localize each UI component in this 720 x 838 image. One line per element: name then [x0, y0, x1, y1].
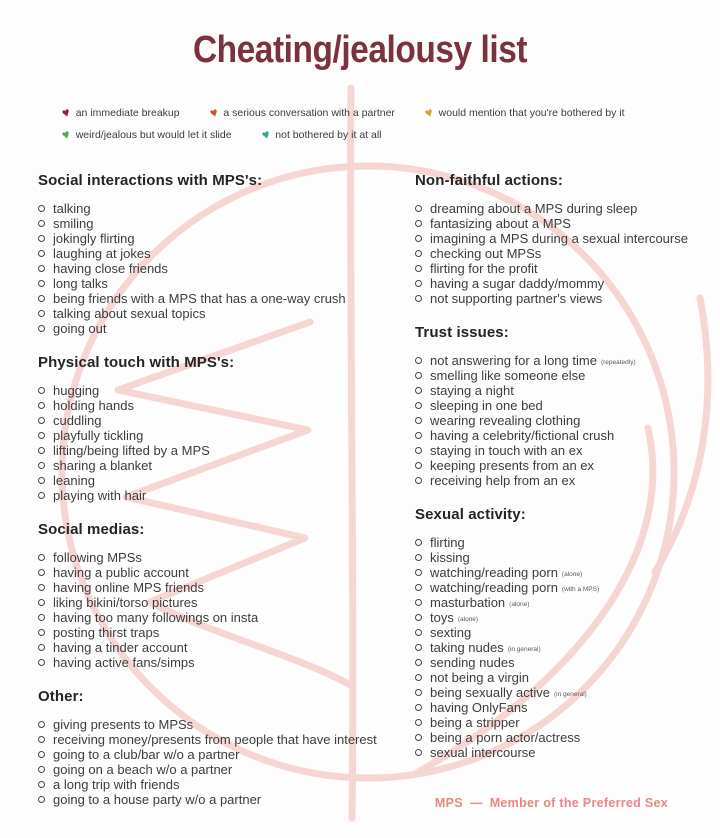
item-text: receiving money/presents from people that have interest	[53, 732, 377, 747]
circle-bullet-icon	[38, 250, 45, 257]
item-text: sleeping in one bed	[430, 398, 543, 413]
item-text: taking nudes	[430, 640, 504, 655]
list-item	[38, 732, 403, 747]
circle-bullet-icon	[415, 689, 422, 696]
list-item	[415, 580, 715, 595]
list-item	[38, 488, 403, 503]
circle-bullet-icon	[415, 372, 422, 379]
circle-bullet-icon	[415, 704, 422, 711]
list-item	[415, 670, 715, 685]
item-text: toys	[430, 610, 454, 625]
legend-item	[259, 126, 382, 143]
list-item	[38, 276, 403, 291]
list-item	[415, 565, 715, 580]
list-item	[38, 428, 403, 443]
footer-note	[435, 796, 668, 810]
legend-label: weird/jealous but would let it slide	[75, 128, 232, 141]
list-item	[415, 231, 715, 246]
section-heading: Trust issues:	[415, 324, 509, 341]
left-column	[38, 172, 403, 825]
item-text: staying a night	[430, 383, 514, 398]
item-text: being sexually active	[430, 685, 550, 700]
footer-meaning: Member of the Preferred Sex	[489, 796, 668, 810]
circle-bullet-icon	[38, 265, 45, 272]
item-text: being a stripper	[430, 715, 520, 730]
section-heading: Physical touch with MPS's:	[38, 354, 235, 371]
list-item	[415, 261, 715, 276]
item-text: having a tinder account	[53, 640, 188, 655]
circle-bullet-icon	[415, 417, 422, 424]
circle-bullet-icon	[38, 417, 45, 424]
legend-label: not bothered by it at all	[275, 128, 382, 141]
item-text: going on a beach w/o a partner	[53, 762, 233, 777]
circle-bullet-icon	[38, 736, 45, 743]
list-item	[415, 535, 715, 550]
circle-bullet-icon	[415, 295, 422, 302]
circle-bullet-icon	[38, 614, 45, 621]
item-text: posting thirst traps	[53, 625, 160, 640]
circle-bullet-icon	[415, 569, 422, 576]
heart-icon: ♥	[207, 104, 220, 121]
circle-bullet-icon	[38, 766, 45, 773]
item-text: dreaming about a MPS during sleep	[430, 201, 638, 216]
footer-abbr: MPS	[434, 796, 463, 810]
item-text: going to a house party w/o a partner	[53, 792, 262, 807]
item-text: flirting for the profit	[430, 261, 538, 276]
circle-bullet-icon	[38, 569, 45, 576]
list-item	[415, 730, 715, 745]
item-text: following MPSs	[53, 550, 142, 565]
list-item	[38, 398, 403, 413]
item-text: leaning	[53, 473, 95, 488]
section	[38, 354, 403, 503]
list-item	[415, 276, 715, 291]
list-item	[38, 610, 403, 625]
circle-bullet-icon	[415, 719, 422, 726]
item-text: lifting/being lifted by a MPS	[53, 443, 210, 458]
list-item	[38, 383, 403, 398]
item-note: (with a MPS)	[561, 586, 600, 593]
list-item	[415, 640, 715, 655]
item-note: (in general)	[507, 646, 541, 653]
list-item	[38, 443, 403, 458]
item-note: (alone)	[457, 616, 479, 623]
item-text: being friends with a MPS that has a one-way crush	[53, 291, 346, 306]
section-heading: Sexual activity:	[415, 506, 526, 523]
list-item	[38, 216, 403, 231]
item-text: smiling	[53, 216, 94, 231]
circle-bullet-icon	[38, 432, 45, 439]
circle-bullet-icon	[38, 644, 45, 651]
list-item	[38, 792, 403, 807]
heart-icon: ♥	[59, 104, 72, 121]
item-list	[415, 201, 715, 306]
item-list	[415, 535, 715, 760]
list-item	[38, 458, 403, 473]
item-text: watching/reading porn	[430, 565, 558, 580]
item-list	[38, 201, 403, 336]
item-text: laughing at jokes	[53, 246, 151, 261]
circle-bullet-icon	[38, 310, 45, 317]
list-item	[415, 216, 715, 231]
item-text: hugging	[53, 383, 100, 398]
item-text: having active fans/simps	[53, 655, 195, 670]
section-heading: Social interactions with MPS's:	[38, 172, 263, 189]
item-text: kissing	[430, 550, 470, 565]
item-text: talking	[53, 201, 91, 216]
section	[38, 172, 403, 336]
item-text: going to a club/bar w/o a partner	[53, 747, 240, 762]
list-item	[415, 745, 715, 760]
item-text: flirting	[430, 535, 465, 550]
section	[415, 324, 715, 488]
circle-bullet-icon	[38, 235, 45, 242]
circle-bullet-icon	[415, 477, 422, 484]
item-list	[38, 717, 403, 807]
item-text: fantasizing about a MPS	[430, 216, 571, 231]
circle-bullet-icon	[38, 205, 45, 212]
legend	[59, 104, 655, 150]
circle-bullet-icon	[415, 554, 422, 561]
circle-bullet-icon	[38, 280, 45, 287]
item-text: talking about sexual topics	[53, 306, 206, 321]
item-text: having a celebrity/fictional crush	[430, 428, 615, 443]
section-heading: Other:	[38, 688, 84, 705]
item-text: jokingly flirting	[53, 231, 135, 246]
circle-bullet-icon	[38, 629, 45, 636]
list-item	[415, 428, 715, 443]
circle-bullet-icon	[38, 325, 45, 332]
item-text: receiving help from an ex	[430, 473, 576, 488]
circle-bullet-icon	[38, 796, 45, 803]
list-item	[38, 717, 403, 732]
list-item	[415, 368, 715, 383]
list-item	[38, 246, 403, 261]
circle-bullet-icon	[38, 599, 45, 606]
circle-bullet-icon	[415, 402, 422, 409]
item-text: cuddling	[53, 413, 102, 428]
item-list	[415, 353, 715, 488]
list-item	[38, 595, 403, 610]
page-title: Cheating/jealousy list	[192, 29, 528, 71]
item-text: checking out MPSs	[430, 246, 542, 261]
circle-bullet-icon	[38, 295, 45, 302]
legend-item	[422, 104, 625, 121]
circle-bullet-icon	[415, 235, 422, 242]
list-item	[415, 655, 715, 670]
item-note: (in general)	[553, 691, 587, 698]
circle-bullet-icon	[415, 387, 422, 394]
item-note: (alone)	[509, 601, 530, 608]
item-text: sending nudes	[430, 655, 515, 670]
list-item	[415, 353, 715, 368]
item-text: keeping presents from an ex	[430, 458, 595, 473]
circle-bullet-icon	[415, 462, 422, 469]
list-item	[38, 261, 403, 276]
list-item	[38, 231, 403, 246]
item-text: liking bikini/torso pictures	[53, 595, 198, 610]
legend-item	[59, 104, 180, 121]
legend-item	[207, 104, 395, 121]
list-item	[38, 580, 403, 595]
legend-item	[59, 126, 232, 143]
circle-bullet-icon	[38, 584, 45, 591]
circle-bullet-icon	[38, 447, 45, 454]
list-item	[415, 595, 715, 610]
item-text: playfully tickling	[53, 428, 144, 443]
list-item	[38, 565, 403, 580]
circle-bullet-icon	[415, 447, 422, 454]
circle-bullet-icon	[38, 462, 45, 469]
item-text: having OnlyFans	[430, 700, 528, 715]
list-item	[38, 291, 403, 306]
section-heading: Non-faithful actions:	[415, 172, 563, 189]
item-text: having close friends	[53, 261, 168, 276]
list-item	[415, 383, 715, 398]
list-item	[38, 640, 403, 655]
circle-bullet-icon	[415, 674, 422, 681]
circle-bullet-icon	[415, 265, 422, 272]
circle-bullet-icon	[415, 584, 422, 591]
circle-bullet-icon	[415, 659, 422, 666]
list-item	[415, 458, 715, 473]
section	[415, 172, 715, 306]
circle-bullet-icon	[415, 357, 422, 364]
circle-bullet-icon	[415, 734, 422, 741]
item-text: sexting	[430, 625, 472, 640]
item-text: long talks	[53, 276, 108, 291]
circle-bullet-icon	[38, 721, 45, 728]
list-item	[415, 610, 715, 625]
item-text: imagining a MPS during a sexual intercourse	[430, 231, 688, 246]
list-item	[415, 700, 715, 715]
item-text: watching/reading porn	[430, 580, 558, 595]
circle-bullet-icon	[415, 629, 422, 636]
item-note: (alone)	[561, 571, 583, 578]
circle-bullet-icon	[415, 644, 422, 651]
item-text: having a public account	[53, 565, 189, 580]
list-item	[38, 777, 403, 792]
circle-bullet-icon	[415, 220, 422, 227]
list-item	[38, 762, 403, 777]
list-item	[38, 473, 403, 488]
list-item	[38, 306, 403, 321]
item-text: sharing a blanket	[53, 458, 153, 473]
list-item	[415, 625, 715, 640]
list-item	[415, 550, 715, 565]
circle-bullet-icon	[38, 659, 45, 666]
section	[415, 506, 715, 760]
right-column	[415, 172, 715, 778]
item-text: playing with hair	[53, 488, 147, 503]
list-item	[415, 443, 715, 458]
item-text: not being a virgin	[430, 670, 530, 685]
circle-bullet-icon	[415, 280, 422, 287]
circle-bullet-icon	[38, 781, 45, 788]
heart-icon: ♥	[422, 104, 435, 121]
item-text: being a porn actor/actress	[430, 730, 581, 745]
list-item	[38, 550, 403, 565]
circle-bullet-icon	[415, 614, 422, 621]
circle-bullet-icon	[38, 554, 45, 561]
list-item	[38, 321, 403, 336]
list-item	[38, 625, 403, 640]
circle-bullet-icon	[415, 432, 422, 439]
list-item	[38, 413, 403, 428]
list-item	[38, 201, 403, 216]
item-note: (repeatedly)	[600, 359, 636, 366]
legend-row	[59, 126, 655, 143]
list-item	[415, 685, 715, 700]
circle-bullet-icon	[415, 250, 422, 257]
item-text: a long trip with friends	[53, 777, 180, 792]
item-text: giving presents to MPSs	[53, 717, 194, 732]
item-text: masturbation	[430, 595, 506, 610]
item-list	[38, 550, 403, 670]
legend-label: would mention that you're bothered by it	[438, 106, 625, 119]
circle-bullet-icon	[415, 539, 422, 546]
list-item	[415, 715, 715, 730]
circle-bullet-icon	[38, 402, 45, 409]
legend-row	[59, 104, 655, 121]
circle-bullet-icon	[38, 477, 45, 484]
heart-icon: ♥	[259, 126, 272, 143]
list-item	[38, 747, 403, 762]
list-item	[415, 413, 715, 428]
item-list	[38, 383, 403, 503]
item-text: having a sugar daddy/mommy	[430, 276, 605, 291]
section-heading: Social medias:	[38, 521, 145, 538]
list-item	[415, 473, 715, 488]
list-item	[415, 246, 715, 261]
circle-bullet-icon	[415, 599, 422, 606]
item-text: not answering for a long time	[430, 353, 597, 368]
item-text: having online MPS friends	[53, 580, 205, 595]
circle-bullet-icon	[38, 492, 45, 499]
circle-bullet-icon	[415, 205, 422, 212]
heart-icon: ♥	[59, 126, 72, 143]
item-text: having too many followings on insta	[53, 610, 259, 625]
circle-bullet-icon	[415, 749, 422, 756]
section	[38, 521, 403, 670]
circle-bullet-icon	[38, 220, 45, 227]
circle-bullet-icon	[38, 751, 45, 758]
item-text: smelling like someone else	[430, 368, 586, 383]
item-text: going out	[53, 321, 107, 336]
list-item	[415, 291, 715, 306]
list-item	[415, 398, 715, 413]
legend-label: an immediate breakup	[75, 106, 180, 119]
item-text: sexual intercourse	[430, 745, 536, 760]
item-text: staying in touch with an ex	[430, 443, 583, 458]
item-text: not supporting partner's views	[430, 291, 603, 306]
list-item	[38, 655, 403, 670]
list-item	[415, 201, 715, 216]
footer-dash: —	[469, 796, 483, 810]
legend-label: a serious conversation with a partner	[223, 106, 395, 119]
item-text: wearing revealing clothing	[430, 413, 581, 428]
circle-bullet-icon	[38, 387, 45, 394]
section	[38, 688, 403, 807]
item-text: holding hands	[53, 398, 134, 413]
